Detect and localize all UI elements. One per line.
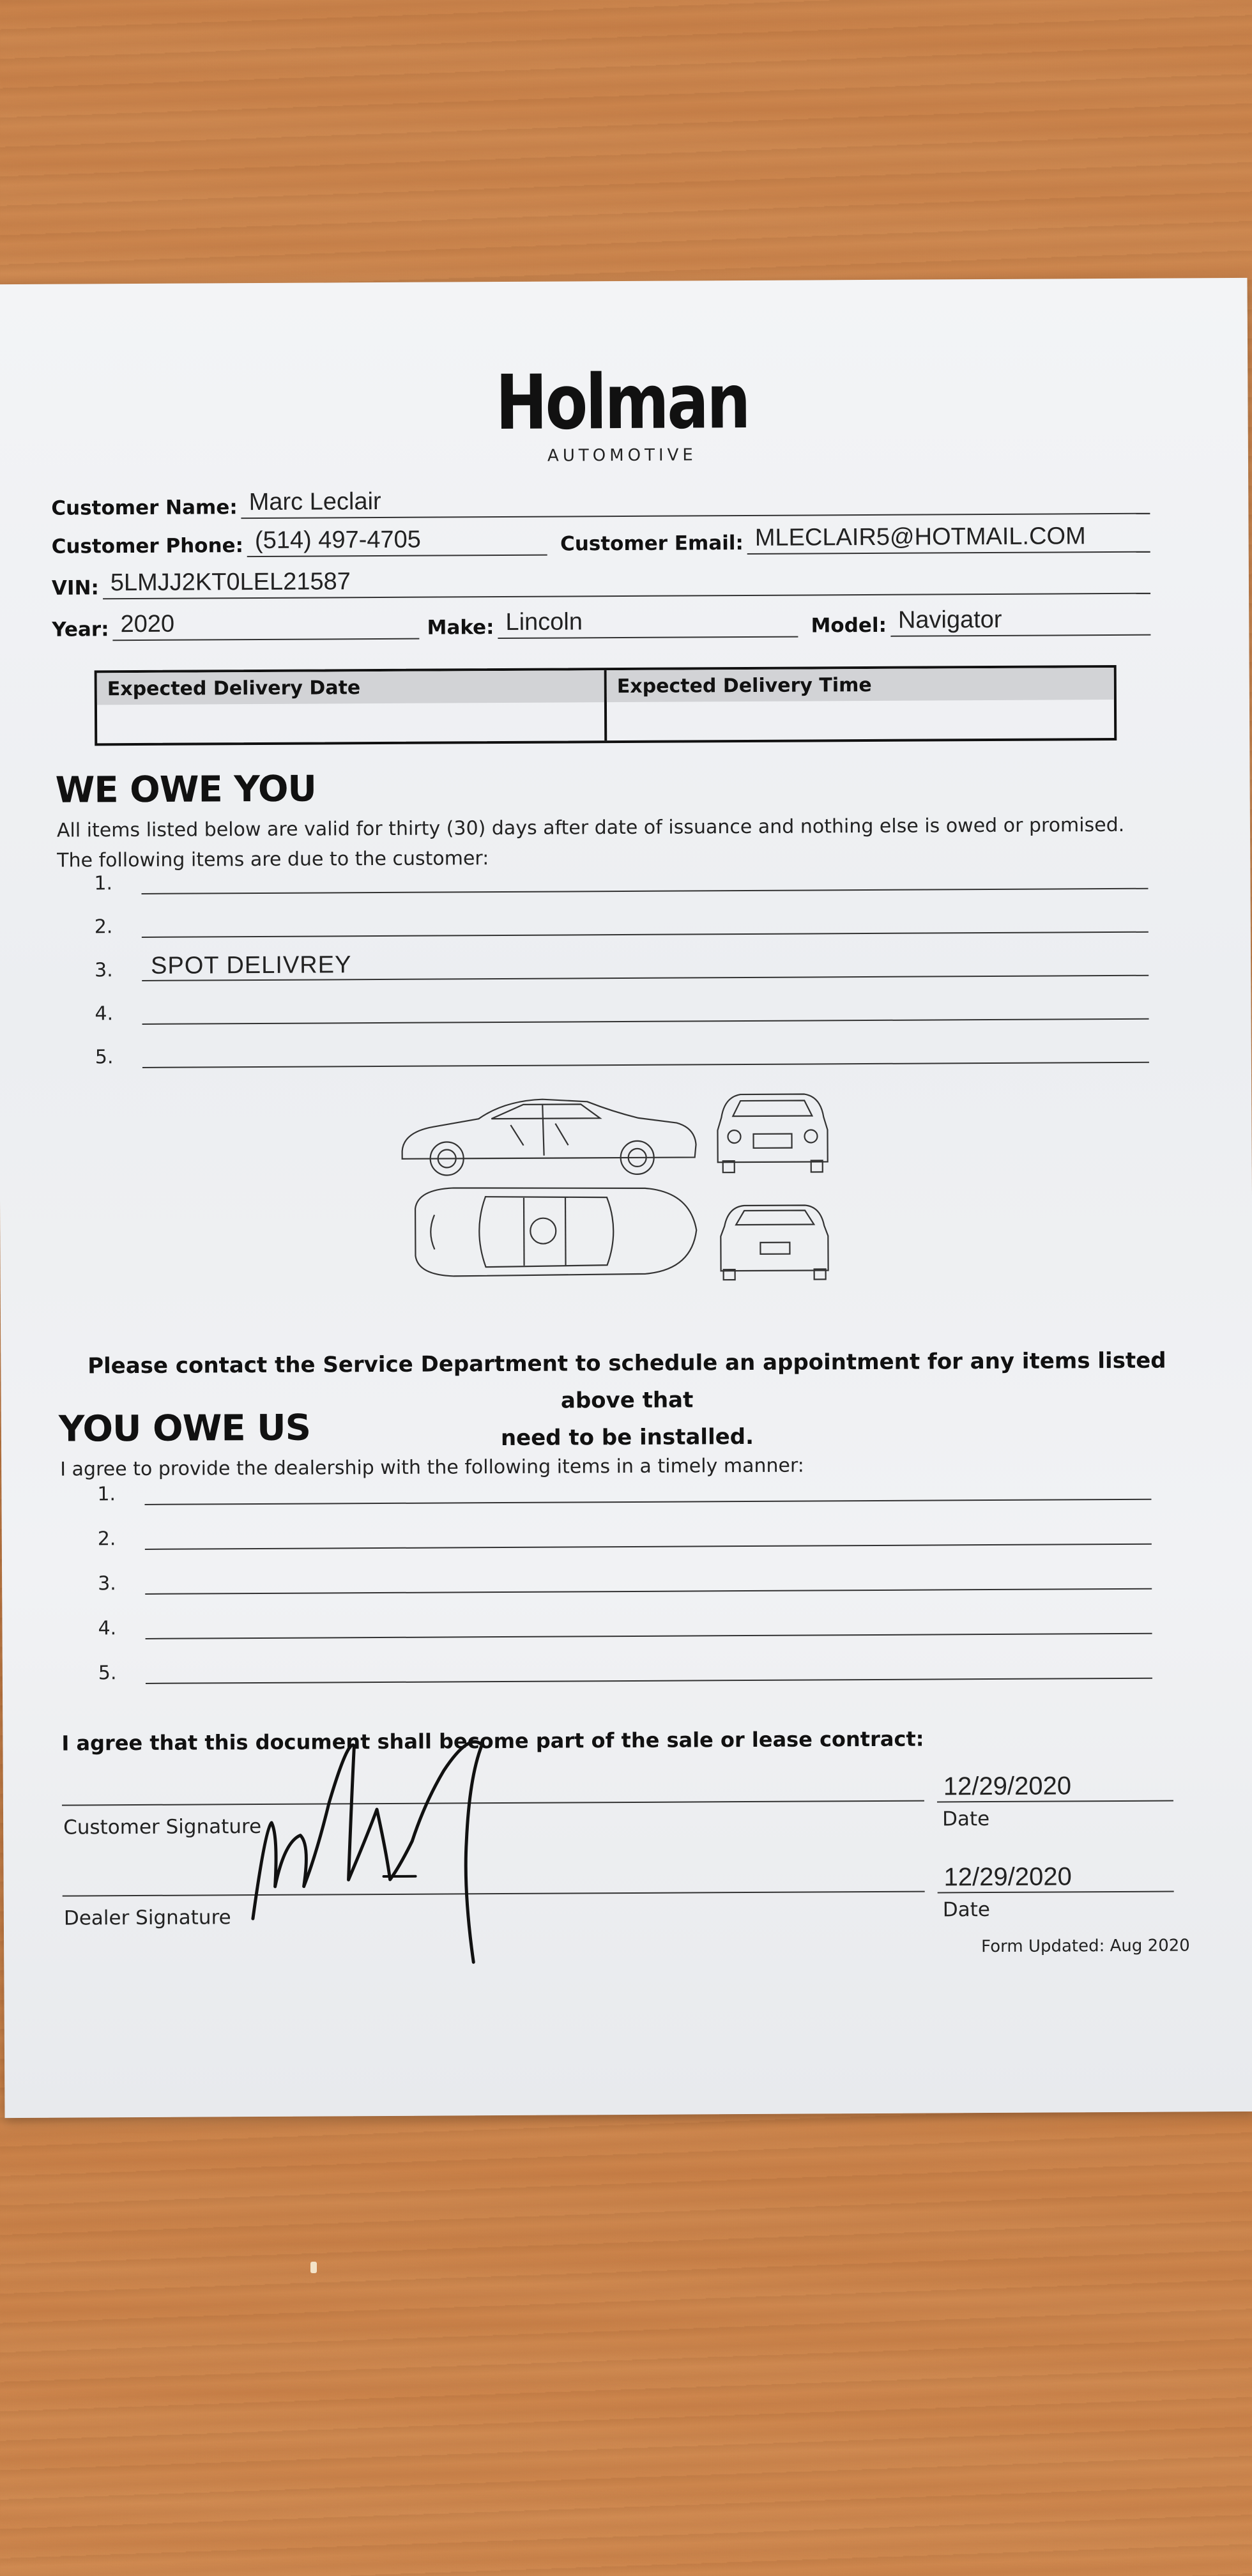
we-owe-item-number: 5. <box>95 1046 114 1069</box>
we-owe-intro-text: The following items are due to the customer: <box>57 847 489 872</box>
you-owe-item-number: 1. <box>97 1483 116 1506</box>
customer-signature-label: Customer Signature <box>63 1815 262 1839</box>
we-owe-item <box>95 1035 1149 1069</box>
make-field[interactable] <box>498 610 798 639</box>
you-owe-item-field[interactable] <box>144 1472 1151 1505</box>
you-owe-item-number: 3. <box>98 1572 116 1595</box>
car-rear-view-icon <box>721 1205 828 1280</box>
you-owe-item-field[interactable] <box>145 1606 1152 1639</box>
customer-date-label: Date <box>942 1807 990 1831</box>
vin-row <box>52 566 1150 600</box>
dealer-date-field[interactable] <box>937 1863 1173 1894</box>
service-notice-line1: Please contact the Service Department to schedule an appointment for any items listed above that <box>88 1347 1166 1414</box>
we-owe-item-number: 2. <box>94 916 113 939</box>
service-notice-line2: need to be installed. <box>500 1423 754 1452</box>
we-owe-item-field[interactable] <box>142 992 1149 1025</box>
customer-phone-field[interactable] <box>247 528 547 557</box>
you-owe-item <box>98 1517 1152 1551</box>
logo-brand: Holman <box>495 356 749 447</box>
you-owe-us-heading: YOU OWE US <box>58 1407 311 1450</box>
customer-name-label: Customer Name: <box>51 496 238 520</box>
customer-email-field[interactable] <box>747 525 1150 555</box>
customer-email-value: MLECLAIR5@HOTMAIL.COM <box>754 523 1086 551</box>
vin-value: 5LMJJ2KT0LEL21587 <box>110 568 351 597</box>
form-paper <box>0 278 1252 2118</box>
we-owe-item-field[interactable] <box>141 861 1148 894</box>
we-owe-item-field[interactable] <box>142 905 1149 938</box>
make-value: Lincoln <box>505 608 583 636</box>
we-owe-item-number: 4. <box>95 1002 114 1025</box>
model-field[interactable] <box>890 608 1151 637</box>
we-owe-validity-text: All items listed below are valid for thirty (30) days after date of issuance and nothing else is owed or promised. <box>56 813 1125 842</box>
we-owe-item <box>94 861 1148 895</box>
car-side-view-icon <box>402 1098 696 1175</box>
customer-name-field[interactable] <box>241 486 1150 519</box>
you-owe-item-field[interactable] <box>145 1561 1152 1595</box>
you-owe-item <box>98 1561 1152 1595</box>
car-front-view-icon <box>717 1094 828 1172</box>
year-value: 2020 <box>120 610 175 638</box>
form-updated-note: Form Updated: Aug 2020 <box>981 1936 1190 1957</box>
delivery-date-label: Expected Delivery Date <box>97 670 604 705</box>
agreement-statement: I agree that this document shall become part of the sale or lease contract: <box>61 1726 924 1756</box>
we-owe-item <box>95 992 1149 1025</box>
holman-logo <box>0 356 1248 468</box>
you-owe-item-number: 4. <box>98 1617 117 1640</box>
handwritten-signature-icon <box>239 1726 547 1983</box>
year-field[interactable] <box>112 611 419 641</box>
model-label: Model: <box>811 613 887 638</box>
make-label: Make: <box>427 616 494 640</box>
customer-date-value: 12/29/2020 <box>943 1772 1072 1801</box>
you-owe-item-field[interactable] <box>146 1651 1152 1684</box>
wood-speck <box>310 2262 317 2273</box>
we-owe-item <box>95 948 1149 982</box>
you-owe-item <box>98 1606 1152 1640</box>
dealer-date-value: 12/29/2020 <box>943 1862 1072 1892</box>
contact-row <box>52 525 1150 558</box>
we-owe-you-heading: WE OWE YOU <box>55 768 317 811</box>
you-owe-item <box>98 1651 1152 1685</box>
customer-phone-label: Customer Phone: <box>51 534 244 558</box>
we-owe-item <box>95 905 1149 939</box>
you-owe-item-number: 2. <box>97 1528 116 1551</box>
customer-name-value: Marc Leclair <box>248 487 381 516</box>
customer-date-field[interactable] <box>937 1772 1173 1803</box>
vehicle-damage-diagram <box>395 1085 831 1305</box>
we-owe-item-field[interactable] <box>142 1035 1149 1068</box>
delivery-time-cell[interactable] <box>604 668 1115 740</box>
car-top-view-icon <box>415 1186 697 1276</box>
logo-subtitle: AUTOMOTIVE <box>547 445 697 466</box>
model-value: Navigator <box>897 606 1002 634</box>
you-owe-intro-text: I agree to provide the dealership with the following items in a timely manner: <box>60 1454 804 1481</box>
vin-field[interactable] <box>103 566 1150 600</box>
delivery-date-cell[interactable] <box>97 670 605 743</box>
we-owe-item-number: 3. <box>95 959 113 982</box>
customer-name-row <box>51 486 1150 520</box>
dealer-date-label: Date <box>942 1898 991 1922</box>
you-owe-item <box>97 1472 1151 1506</box>
we-owe-item-field[interactable] <box>142 948 1149 981</box>
you-owe-item-number: 5. <box>98 1662 117 1685</box>
delivery-box <box>95 665 1117 746</box>
vehicle-row <box>52 608 1150 641</box>
customer-phone-value: (514) 497-4705 <box>254 526 421 555</box>
delivery-time-label: Expected Delivery Time <box>607 668 1114 702</box>
vin-label: VIN: <box>51 576 99 600</box>
we-owe-item-number: 1. <box>94 872 113 895</box>
year-label: Year: <box>52 618 109 641</box>
we-owe-item-value: SPOT DELIVREY <box>150 951 352 979</box>
customer-email-label: Customer Email: <box>560 532 744 556</box>
you-owe-item-field[interactable] <box>145 1517 1152 1550</box>
dealer-signature-label: Dealer Signature <box>63 1906 231 1930</box>
